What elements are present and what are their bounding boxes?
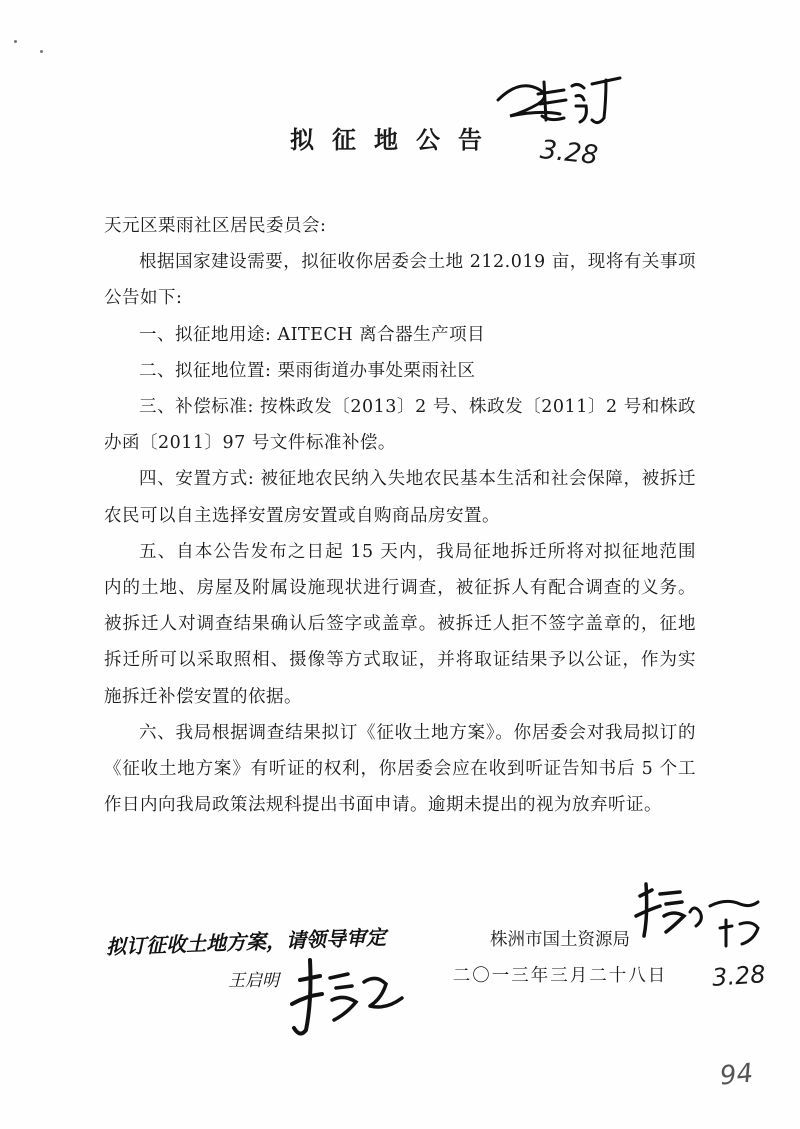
issue-date: 二〇一三年三月二十八日 — [452, 966, 668, 986]
left-name-handwriting: 王启明 — [228, 971, 279, 991]
right-date-handwriting: 3.28 — [711, 960, 767, 992]
paragraph-survey: 五、自本公告发布之日起 15 天内，我局征地拆迁所将对拟征地范围内的土地、房屋及附属设施现状进行调查，被征拆人有配合调查的义务。被拆迁人对调查结果确认后签字或盖章。被拆迁人拒不签字盖章的，征地拆迁所可以采取照相、摄像等方式取证，并将取证结果予以公证，作为实施拆迁补偿安置的依据。 — [104, 541, 696, 707]
document-body — [104, 208, 696, 823]
addressee: 天元区栗雨社区居民委员会: — [104, 216, 327, 236]
page-number: 94 — [718, 1058, 755, 1092]
paragraph-compensation: 三、补偿标准: 按株政发〔2013〕2 号、株政发〔2011〕2 号和株政办函〔2011〕97 号文件标准补偿。 — [104, 397, 696, 454]
paragraph-intro: 根据国家建设需要，拟征收你居委会土地 212.019 亩，现将有关事项公告如下: — [104, 252, 696, 309]
paragraph-purpose: 一、拟征地用途: AITECH 离合器生产项目 — [139, 324, 486, 345]
document-title: 拟征地公告 — [290, 125, 500, 154]
paragraph-resettlement: 四、安置方式: 被征地农民纳入失地农民基本生活和社会保障，被拆迁农民可以自主选择安置房安置或自购商品房安置。 — [104, 469, 696, 526]
issuer-name: 株洲市国土资源局 — [490, 930, 630, 950]
scan-speck — [40, 50, 43, 53]
left-annotation-handwriting: 拟订征收土地方案，请领导审定 — [105, 925, 387, 959]
paragraph-location: 二、拟征地位置: 栗雨街道办事处栗雨社区 — [139, 360, 476, 381]
top-signature-handwriting — [480, 60, 640, 180]
paragraph-hearing: 六、我局根据调查结果拟订《征收土地方案》。你居委会对我局拟订的《征收土地方案》有听证的权利，你居委会应在收到听证告知书后 5 个工作日内向我局政策法规科提出书面申请。逾期未提出的视为放弃听证。 — [104, 722, 696, 816]
top-date-handwriting: 3.28 — [538, 135, 600, 171]
scan-speck — [14, 40, 17, 43]
left-signature-handwriting — [286, 950, 416, 1050]
